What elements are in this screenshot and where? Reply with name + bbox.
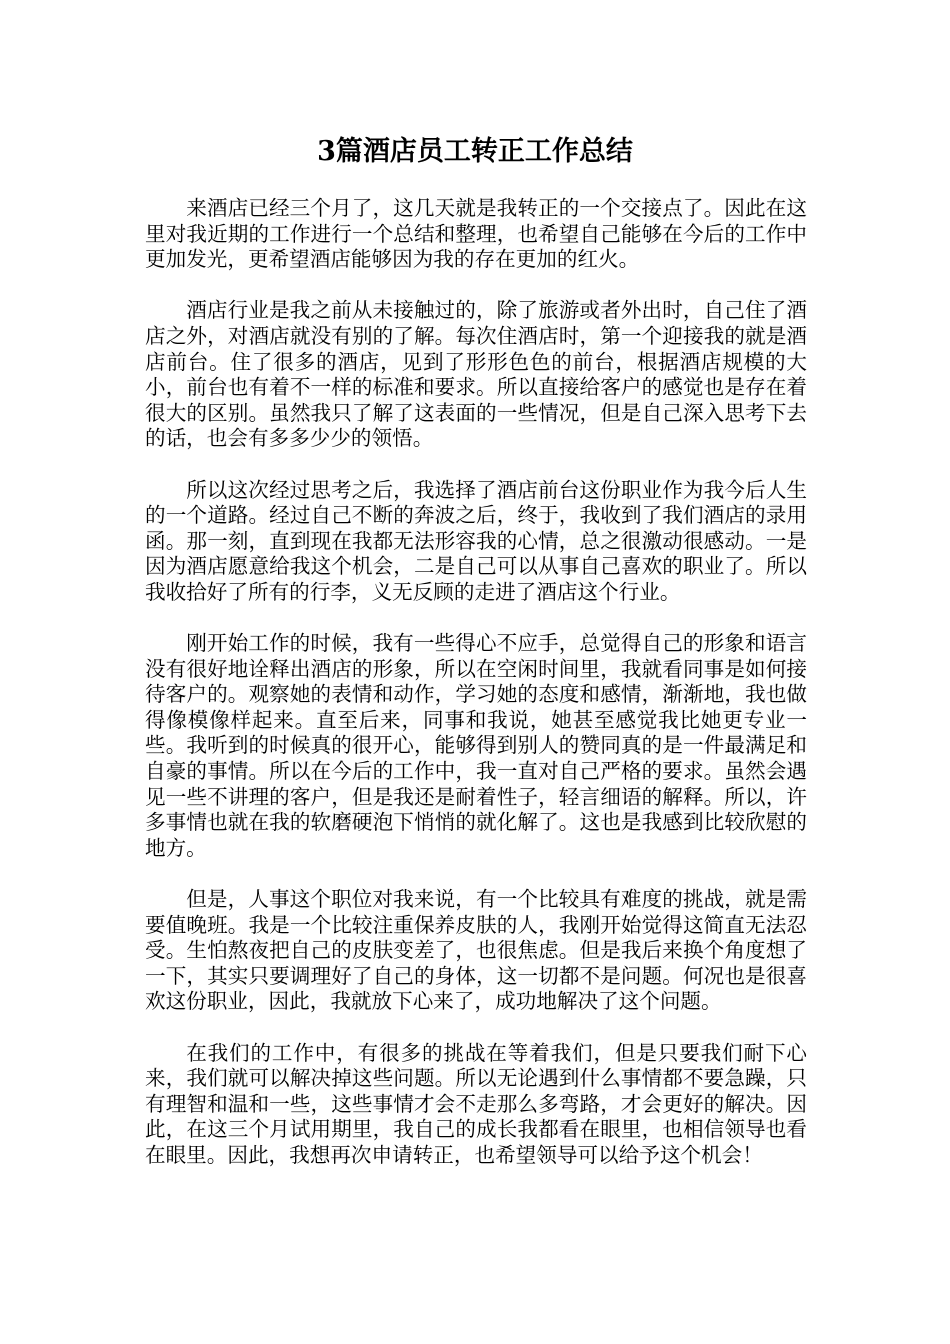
document-title: 3篇酒店员工转正工作总结 (317, 136, 633, 167)
paragraph-5: 但是，人事这个职位对我来说，有一个比较具有难度的挑战，就是需要值晚班。我是一个比较注重保养皮肤的人，我刚开始觉得这简直无法忍受。生怕熬夜把自己的皮肤变差了，也很焦虑。但是我后来换个角度想了一下，其实只要调理好了自己的身体，这一切都不是问题。何况也是很喜欢这份职业，因此，我就放下心来了，成功地解决了这个问题。 (145, 887, 807, 1014)
paragraph-6: 在我们的工作中，有很多的挑战在等着我们，但是只要我们耐下心来，我们就可以解决掉这些问题。所以无论遇到什么事情都不要急躁，只有理智和温和一些，这些事情才会不走那么多弯路，才会更好的解决。因此，在这三个月试用期里，我自己的成长我都看在眼里，也相信领导也看在眼里。因此，我想再次申请转正，也希望领导可以给予这个机会！ (145, 1040, 807, 1167)
document-body (145, 196, 807, 1169)
paragraph-3: 所以这次经过思考之后，我选择了酒店前台这份职业作为我今后人生的一个道路。经过自己不断的奔波之后，终于，我收到了我们酒店的录用函。那一刻，直到现在我都无法形容我的心情，总之很激动很感动。一是因为酒店愿意给我这个机会，二是自己可以从事自己喜欢的职业了。所以我收拾好了所有的行李，义无反顾的走进了酒店这个行业。 (145, 477, 807, 604)
paragraph-1: 来酒店已经三个月了，这几天就是我转正的一个交接点了。因此在这里对我近期的工作进行一个总结和整理，也希望自己能够在今后的工作中更加发光，更希望酒店能够因为我的存在更加的红火。 (145, 196, 807, 272)
paragraph-2: 酒店行业是我之前从未接触过的，除了旅游或者外出时，自己住了酒店之外，对酒店就没有别的了解。每次住酒店时，第一个迎接我的就是酒店前台。住了很多的酒店，见到了形形色色的前台，根据酒店规模的大小，前台也有着不一样的标准和要求。所以直接给客户的感觉也是存在着很大的区别。虽然我只了解了这表面的一些情况，但是自己深入思考下去的话，也会有多多少少的领悟。 (145, 298, 807, 451)
paragraph-4: 刚开始工作的时候，我有一些得心不应手，总觉得自己的形象和语言没有很好地诠释出酒店的形象，所以在空闲时间里，我就看同事是如何接待客户的。观察她的表情和动作，学习她的态度和感情，渐渐地，我也做得像模像样起来。直至后来，同事和我说，她甚至感觉我比她更专业一些。我听到的时候真的很开心，能够得到别人的赞同真的是一件最满足和自豪的事情。所以在今后的工作中，我一直对自己严格的要求。虽然会遇见一些不讲理的客户，但是我还是耐着性子，轻言细语的解释。所以，许多事情也就在我的软磨硬泡下悄悄的就化解了。这也是我感到比较欣慰的地方。 (145, 631, 807, 860)
